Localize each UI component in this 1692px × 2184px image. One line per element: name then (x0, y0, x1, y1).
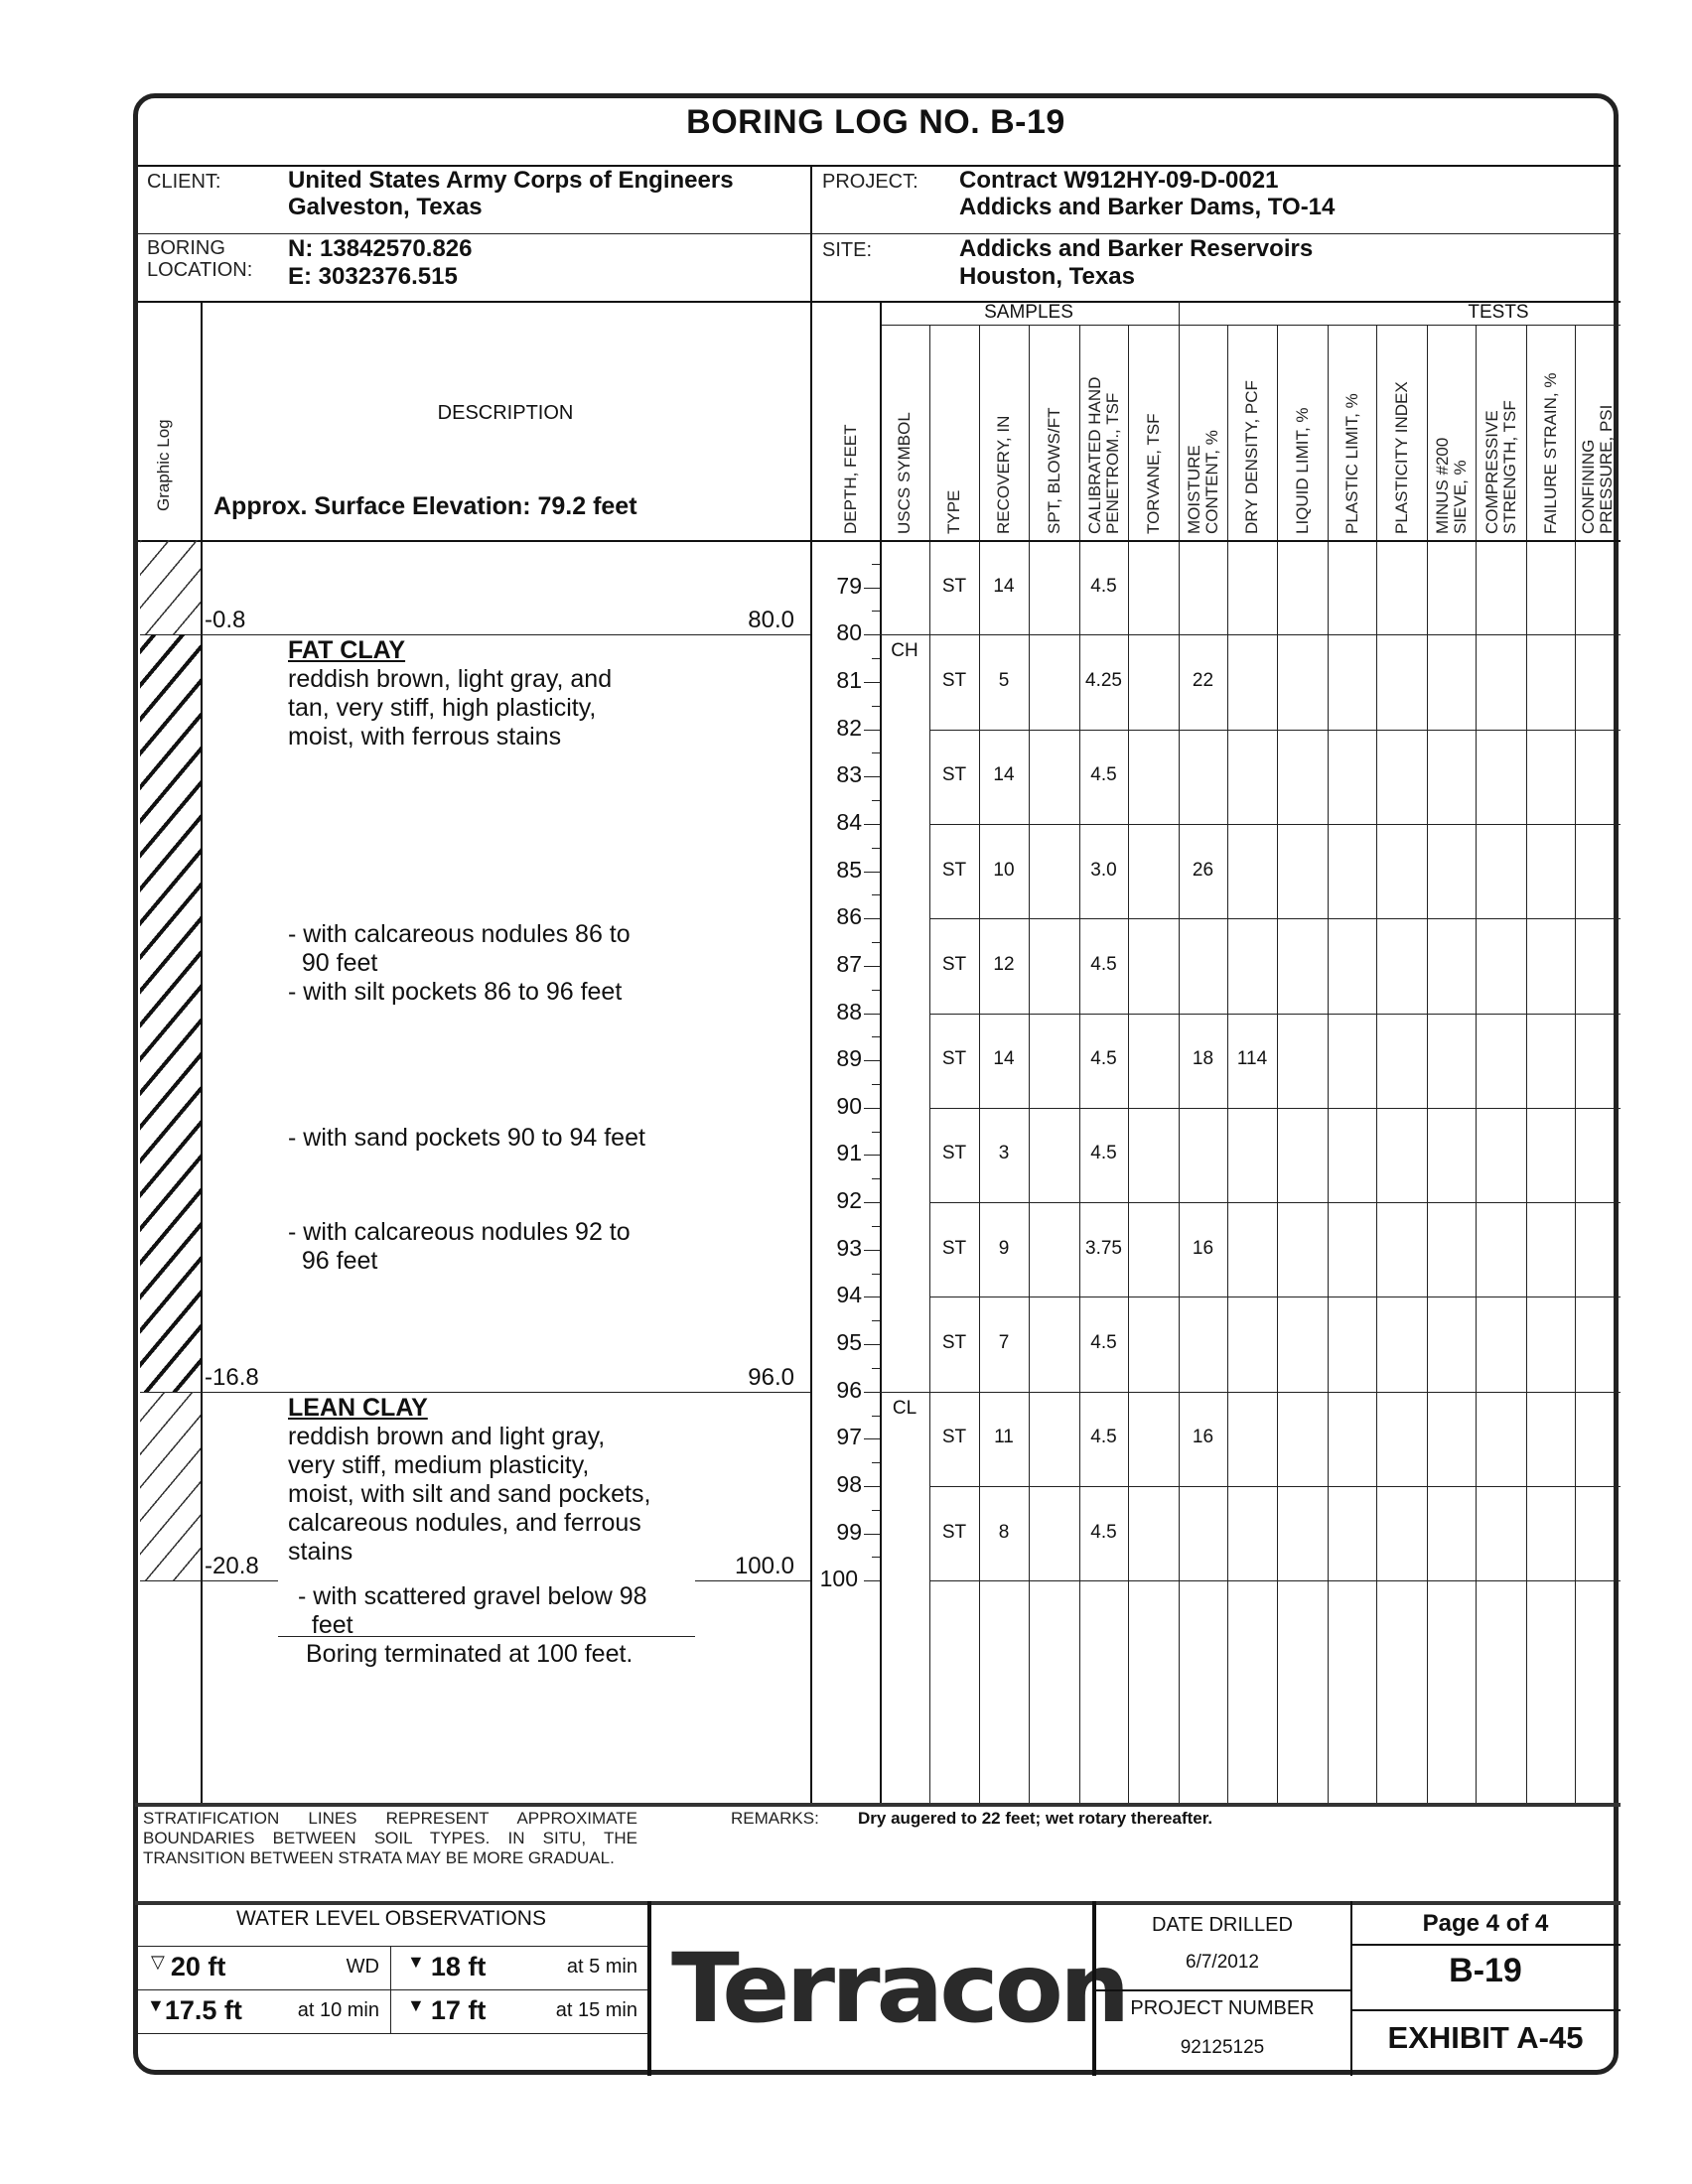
sample-type: ST (941, 1332, 967, 1354)
sample-row-divider (929, 1580, 1621, 1581)
sample-recovery: 14 (993, 575, 1015, 597)
depth-label: 91 (836, 1140, 862, 1166)
depth-tick (864, 1580, 880, 1581)
sample-hand-pen: 4.5 (1090, 1048, 1117, 1070)
depth-tick (872, 1274, 880, 1275)
depth-tick (872, 1462, 880, 1463)
depth-label: 84 (836, 808, 862, 835)
depth-label: 95 (836, 1329, 862, 1356)
group-divider (1179, 301, 1180, 325)
divider (135, 1901, 1621, 1905)
water-level-2: ▼ 18 ft (407, 1952, 487, 1981)
depth-tick (872, 1084, 880, 1085)
description-note-line: - with silt pockets 86 to 96 feet (288, 978, 623, 1007)
column-header-plastic-limit (1343, 393, 1361, 534)
depth-tick (864, 918, 880, 919)
stratification-note: STRATIFICATION LINES REPRESENT APPROXIMATE BOUNDARIES BETWEEN SOIL TYPES. IN SITU, THE TRANSITION BETWEEN STRATA MAY BE MORE GRADUAL. (143, 1809, 637, 1867)
sample-type: ST (941, 859, 967, 881)
column-header-liquid-limit (1294, 407, 1312, 534)
column-header-failure-strain (1542, 373, 1560, 534)
sample-type: ST (941, 1521, 967, 1543)
column-header-line: CONTENT, % (1201, 430, 1221, 534)
column-header-type (945, 490, 963, 534)
column-header-line: RECOVERY, IN (994, 415, 1013, 534)
depth-label: 79 (836, 572, 862, 599)
water-filled-triangle-icon: ▼ (407, 1952, 425, 1972)
depth-tick (864, 588, 880, 589)
description-line: tan, very stiff, high plasticity, (288, 694, 597, 723)
depth-tick (864, 966, 880, 967)
description-note-line: feet (298, 1611, 353, 1640)
water-level-4-note: at 15 min (555, 1999, 637, 2021)
stratum-elevation: -16.8 (205, 1363, 259, 1391)
column-header-line: USCS SYMBOL (895, 412, 914, 534)
project-label: PROJECT: (822, 171, 918, 193)
description-line: very stiff, medium plasticity, (288, 1450, 590, 1479)
divider (138, 1946, 647, 1947)
sample-row (929, 730, 1621, 824)
depth-tick (864, 1155, 880, 1156)
depth-tick (864, 872, 880, 873)
page-title: BORING LOG NO. B-19 (686, 103, 1065, 141)
sample-row (929, 634, 1621, 729)
column-divider (810, 165, 812, 1803)
column-header-calibrated-hand-penetrom-tsf (1086, 377, 1122, 534)
depth-tick (872, 800, 880, 801)
sample-type: ST (941, 1048, 967, 1070)
depth-label: 97 (836, 1424, 862, 1450)
project-number: 92125125 (1180, 2037, 1265, 2058)
samples-group-header: SAMPLES (984, 302, 1073, 323)
sample-row (929, 540, 1621, 634)
depth-label: 96 (836, 1376, 862, 1403)
water-level-4: ▼ 17 ft (407, 1995, 487, 2025)
divider (1352, 1944, 1621, 1946)
column-header-line: TORVANE, TSF (1143, 413, 1163, 534)
depth-tick (864, 1534, 880, 1535)
sample-recovery: 10 (993, 859, 1015, 881)
stratum-elevation: -0.8 (205, 607, 246, 634)
graphic-log-fat-clay-pattern (140, 634, 201, 1391)
description-note-line: - with calcareous nodules 86 to (288, 920, 631, 949)
depth-label: 85 (836, 856, 862, 883)
description-note-line: 90 feet (288, 949, 378, 978)
sample-recovery: 14 (993, 764, 1015, 786)
depth-tick (872, 1320, 880, 1321)
stratum-depth: 96.0 (748, 1363, 794, 1391)
stratum-depth: 80.0 (748, 607, 794, 634)
column-header-line: STRENGTH, TSF (1499, 400, 1519, 534)
sample-hand-pen: 4.5 (1090, 1427, 1117, 1448)
water-level-3: ▼17.5 ft (147, 1995, 242, 2025)
depth-tick (864, 1438, 880, 1439)
depth-tick (872, 1226, 880, 1227)
remarks-text: Dry augered to 22 feet; wet rotary thereafter. (858, 1809, 1213, 1828)
depth-tick (872, 1557, 880, 1558)
depth-tick (872, 611, 880, 612)
column-header-line: MOISTURE (1184, 445, 1203, 534)
divider (1352, 2009, 1621, 2011)
depth-tick (872, 1510, 880, 1511)
depth-label: 87 (836, 950, 862, 977)
sample-hand-pen: 4.5 (1090, 575, 1117, 597)
stratum-depth: 100.0 (734, 1553, 794, 1580)
water-open-triangle-icon: ▽ (151, 1952, 165, 1972)
sample-recovery: 5 (998, 669, 1010, 691)
column-header-recovery-in (995, 416, 1013, 534)
description-note-line: - with sand pockets 90 to 94 feet (288, 1124, 645, 1153)
water-level-1-note: WD (346, 1956, 379, 1978)
divider (880, 1392, 929, 1393)
project-name: Addicks and Barker Dams, TO-14 (959, 194, 1336, 220)
sample-hand-pen: 3.75 (1085, 1237, 1122, 1259)
depth-tick (864, 1392, 880, 1393)
depth-label: 100 (819, 1566, 858, 1592)
uscs-symbol: CH (891, 640, 918, 662)
column-header-moisture-content (1186, 430, 1221, 534)
stratum-elevation: -20.8 (205, 1553, 259, 1580)
sample-hand-pen: 4.5 (1090, 1143, 1117, 1164)
column-header-line: CALIBRATED HAND (1084, 376, 1104, 534)
sample-moisture: 22 (1192, 669, 1214, 691)
depth-tick (864, 1060, 880, 1061)
column-header-line: PENETROM., TSF (1102, 392, 1122, 534)
column-header-line: LIQUID LIMIT, % (1292, 407, 1312, 534)
depth-tick (872, 894, 880, 895)
uscs-symbol: CL (892, 1397, 917, 1419)
surface-elevation: Approx. Surface Elevation: 79.2 feet (213, 492, 637, 520)
divider (138, 2033, 647, 2034)
boring-label-line2: LOCATION: (147, 259, 253, 281)
divider (880, 325, 1621, 326)
sample-type: ST (941, 1237, 967, 1259)
divider (135, 1803, 1621, 1807)
graphic-log-lean-clay-pattern (140, 1392, 201, 1581)
termination-note: Boring terminated at 100 feet. (306, 1640, 634, 1669)
column-header-line: PLASTICITY INDEX (1391, 381, 1411, 534)
project-contract: Contract W912HY-09-D-0021 (959, 167, 1279, 194)
depth-label: 93 (836, 1234, 862, 1261)
sample-recovery: 12 (993, 953, 1015, 975)
depth-label: 94 (836, 1282, 862, 1308)
boring-easting: E: 3032376.515 (288, 263, 458, 290)
depth-tick (864, 1202, 880, 1203)
sample-moisture: 26 (1192, 859, 1214, 881)
site-label: SITE: (822, 239, 873, 261)
water-level-2-note: at 5 min (566, 1956, 637, 1978)
depth-label: 80 (836, 619, 862, 646)
sample-hand-pen: 3.0 (1090, 859, 1117, 881)
sample-type: ST (941, 669, 967, 691)
project-number-label: PROJECT NUMBER (1130, 1997, 1315, 2019)
depth-tick (864, 634, 880, 635)
sample-type: ST (941, 764, 967, 786)
divider (138, 233, 1621, 234)
depth-tick (872, 564, 880, 565)
depth-tick (864, 824, 880, 825)
column-header-line: DRY DENSITY, PCF (1242, 380, 1261, 534)
description-line: reddish brown, light gray, and (288, 665, 613, 694)
sample-row (929, 918, 1621, 1013)
column-header-line: COMPRESSIVE (1481, 410, 1501, 534)
depth-header: DEPTH, FEET (841, 424, 860, 534)
description-line: reddish brown and light gray, (288, 1422, 606, 1450)
water-half-triangle-icon: ▼ (407, 1995, 425, 2015)
sample-row (929, 1486, 1621, 1580)
column-header-line: SPT, BLOWS/FT (1044, 407, 1063, 534)
description-header: DESCRIPTION (437, 402, 574, 424)
sample-row (929, 1108, 1621, 1202)
sample-moisture: 16 (1192, 1427, 1214, 1448)
depth-tick (864, 1344, 880, 1345)
column-header-spt-blows-ft (1046, 407, 1063, 534)
column-header-line: CONFINING (1579, 439, 1598, 534)
stratum-name: FAT CLAY (288, 636, 406, 665)
boring-label-line1: BORING (147, 237, 225, 259)
depth-tick (872, 1178, 880, 1179)
description-note-line: 96 feet (288, 1247, 378, 1276)
sample-type: ST (941, 1143, 967, 1164)
divider (647, 1901, 651, 2076)
sample-dry-density: 114 (1236, 1048, 1268, 1070)
description-line: calcareous nodules, and ferrous (288, 1508, 641, 1537)
exhibit-label: EXHIBIT A-45 (1387, 2020, 1584, 2055)
column-header-torvane-tsf (1145, 413, 1163, 534)
depth-tick (864, 1108, 880, 1109)
tests-group-header: TESTS (1468, 302, 1529, 323)
depth-tick (872, 1036, 880, 1037)
column-header-line: SIEVE, % (1450, 460, 1470, 534)
stratum-boundary (140, 1392, 810, 1393)
depth-label: 89 (836, 1045, 862, 1072)
sample-type: ST (941, 1427, 967, 1448)
column-header-line: TYPE (944, 489, 963, 534)
depth-label: 81 (836, 666, 862, 693)
stratum-name: LEAN CLAY (288, 1393, 428, 1422)
sample-row (929, 824, 1621, 918)
description-line: stains (288, 1537, 353, 1566)
boring-location-label (147, 237, 252, 281)
sample-recovery: 7 (998, 1332, 1010, 1354)
depth-tick (872, 1368, 880, 1369)
sample-moisture: 18 (1192, 1048, 1214, 1070)
depth-tick (864, 1486, 880, 1487)
note-bracket (278, 1580, 695, 1637)
column-header-plasticity-index (1393, 381, 1411, 534)
date-drilled: 6/7/2012 (1186, 1952, 1259, 1973)
column-header-minus-200-sieve (1434, 438, 1470, 534)
sample-hand-pen: 4.5 (1090, 764, 1117, 786)
column-header-line: MINUS #200 (1432, 437, 1452, 534)
divider (695, 1580, 810, 1581)
sample-row (929, 1202, 1621, 1297)
client-name: United States Army Corps of Engineers (288, 167, 734, 194)
sample-recovery: 14 (993, 1048, 1015, 1070)
column-divider (880, 301, 882, 1803)
divider (390, 1946, 391, 2033)
sample-hand-pen: 4.25 (1085, 669, 1122, 691)
sample-recovery: 11 (994, 1427, 1014, 1448)
sample-type: ST (941, 575, 967, 597)
depth-tick (872, 706, 880, 707)
client-label: CLIENT: (147, 171, 221, 193)
description-note (288, 1124, 645, 1153)
sample-type: ST (941, 953, 967, 975)
water-level-3-note: at 10 min (297, 1999, 379, 2021)
depth-label: 92 (836, 1187, 862, 1214)
stratum-boundary (140, 634, 810, 635)
divider (201, 1580, 278, 1581)
sample-recovery: 8 (998, 1521, 1010, 1543)
water-level-1: ▽ 20 ft (151, 1952, 226, 1981)
depth-tick (872, 942, 880, 943)
column-header-compressive-strength-tsf (1483, 400, 1519, 534)
graphic-log-header: Graphic Log (154, 419, 173, 511)
depth-tick (864, 730, 880, 731)
column-header-line: FAILURE STRAIN, % (1540, 372, 1560, 534)
description-line: moist, with silt and sand pockets, (288, 1479, 651, 1508)
divider (880, 634, 929, 635)
sample-recovery: 3 (998, 1143, 1010, 1164)
terracon-logo: Terracon (671, 1933, 1127, 2044)
divider (1094, 1989, 1350, 1991)
water-half-triangle-icon: ▼ (147, 1995, 165, 2015)
sample-recovery: 9 (998, 1237, 1010, 1259)
remarks-label: REMARKS: (731, 1809, 819, 1828)
column-header-line: PLASTIC LIMIT, % (1341, 393, 1361, 534)
depth-label: 88 (836, 998, 862, 1024)
site-name: Addicks and Barker Reservoirs (959, 235, 1314, 262)
page-indicator: Page 4 of 4 (1422, 1910, 1549, 1937)
depth-label: 99 (836, 1518, 862, 1545)
boring-id: B-19 (1449, 1952, 1522, 1989)
stratum-boundary (140, 1580, 201, 1581)
depth-tick (864, 1014, 880, 1015)
water-level-title: WATER LEVEL OBSERVATIONS (236, 1907, 546, 1930)
description-note-line: - with calcareous nodules 92 to (288, 1218, 631, 1247)
site-location: Houston, Texas (959, 263, 1135, 290)
depth-label: 83 (836, 761, 862, 788)
sample-hand-pen: 4.5 (1090, 1521, 1117, 1543)
depth-tick (872, 752, 880, 753)
sample-row (929, 1297, 1621, 1391)
date-drilled-label: DATE DRILLED (1152, 1914, 1293, 1936)
column-header-line: PRESSURE, PSI (1597, 404, 1616, 534)
sample-moisture: 16 (1192, 1237, 1214, 1259)
divider (138, 1989, 647, 1990)
client-location: Galveston, Texas (288, 194, 483, 220)
description-note (288, 1218, 631, 1276)
depth-tick (864, 682, 880, 683)
depth-label: 82 (836, 714, 862, 741)
column-header-confining-pressure-psi (1580, 405, 1616, 534)
depth-tick (872, 1132, 880, 1133)
depth-label: 86 (836, 903, 862, 930)
boring-northing: N: 13842570.826 (288, 235, 473, 262)
graphic-log-fill-pattern (140, 540, 201, 634)
column-header-uscs-symbol (896, 412, 914, 534)
depth-tick (872, 990, 880, 991)
depth-tick (864, 776, 880, 777)
depth-tick (872, 658, 880, 659)
depth-label: 90 (836, 1092, 862, 1119)
depth-label: 98 (836, 1471, 862, 1497)
description-note (288, 920, 631, 1007)
stratum-description (288, 636, 612, 751)
description-note-line: - with scattered gravel below 98 (298, 1582, 647, 1611)
sample-row (929, 1014, 1621, 1108)
depth-tick (864, 1250, 880, 1251)
column-divider (201, 301, 203, 1803)
sample-hand-pen: 4.5 (1090, 1332, 1117, 1354)
sample-hand-pen: 4.5 (1090, 953, 1117, 975)
stratum-description (288, 1394, 650, 1567)
depth-tick (872, 1416, 880, 1417)
description-line: moist, with ferrous stains (288, 723, 562, 751)
sample-row (929, 1392, 1621, 1486)
column-header-dry-density-pcf (1243, 380, 1261, 534)
depth-tick (872, 848, 880, 849)
